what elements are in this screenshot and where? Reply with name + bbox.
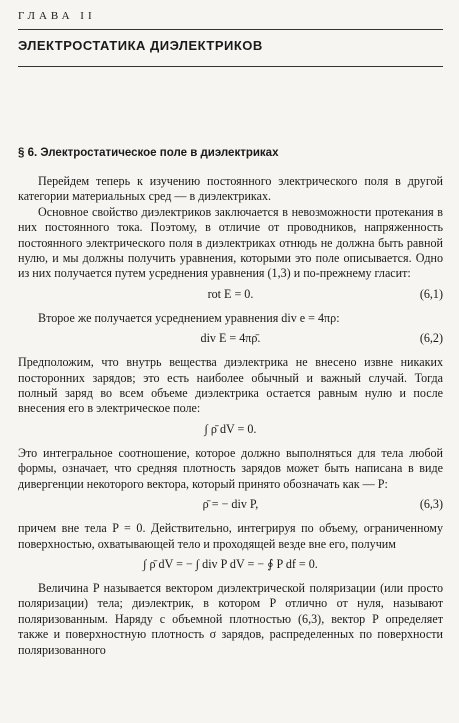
equation-6-2-formula: div E = 4πρ̄.	[200, 331, 261, 346]
equation-6-3-formula: ρ̄ = − div P,	[202, 497, 259, 512]
equation-6-3	[18, 494, 443, 518]
equation-6-1-number: (6,1)	[419, 286, 443, 301]
paragraph-4: Предположим, что внутрь вещества диэлектрика не внесено извне никаких посторонних зарядов; это есть наиболее обычный и важный случай. Тогда полный заряд во всем объеме диэлектрика остается равным нулю и после внесения его в электрическое поле:	[18, 355, 443, 416]
chapter-number: ГЛАВА II	[18, 10, 96, 22]
equation-6-2-number: (6,2)	[419, 331, 443, 346]
section-title: § 6. Электростатическое поле в диэлектриках	[18, 147, 279, 159]
equation-6-3-number: (6,3)	[419, 497, 443, 512]
chapter-title: ЭЛЕКТРОСТАТИКА ДИЭЛЕКТРИКОВ	[18, 38, 263, 53]
paragraph-3: Второе же получается усреднением уравнения div e = 4πρ:	[38, 310, 340, 325]
paragraph-1: Перейдем теперь к изучению постоянного электрического поля в другой категории материальных сред — в диэлектриках.	[18, 174, 443, 204]
paragraph-2: Основное свойство диэлектриков заключается в невозможности протекания в них постоянного тока. Поэтому, в отличие от проводников, напряженность постоянного электрического поля в диэлектриках отнюдь не должна быть равной нулю, и мы должны получить уравнения, которыми это поле описывается. Одно из них получается путем усреднения уравнения (1,3) и по-прежнему гласит:	[18, 204, 443, 281]
equation-6-1	[18, 284, 443, 308]
equation-charge-integral-formula: ∫ ρ̄ dV = 0.	[204, 421, 257, 436]
equation-6-2	[18, 328, 443, 352]
equation-charge-integral	[18, 419, 443, 443]
equation-volume-integral-formula: ∫ ρ̄ dV = − ∫ div P dV = − ∮ P df = 0.	[143, 556, 318, 571]
header-rule-top	[18, 29, 443, 30]
header-rule-bottom	[18, 66, 443, 67]
body-text	[18, 174, 443, 658]
equation-volume-integral	[18, 554, 443, 578]
paragraph-7: Величина P называется вектором диэлектрической поляризации (или просто поляризации) тела; диэлектрик, в котором P отлично от нуля, называют поляризованным. Наряду с объемной плотностью (6,3), вектор P определяет также и поверхностную плотность σ зарядов, распределенных по поверхности поляризованного	[18, 580, 443, 657]
equation-6-1-formula: rot E = 0.	[207, 286, 254, 301]
paragraph-6: причем вне тела P = 0. Действительно, интегрируя по объему, ограниченному поверхностью, охватывающей тело и проходящей везде вне его, получим	[18, 521, 443, 551]
paragraph-5: Это интегральное соотношение, которое должно выполняться для тела любой формы, означает, что средняя плотность зарядов может быть написана в виде дивергенции некоторого вектора, который принято обозначать как — P:	[18, 445, 443, 491]
